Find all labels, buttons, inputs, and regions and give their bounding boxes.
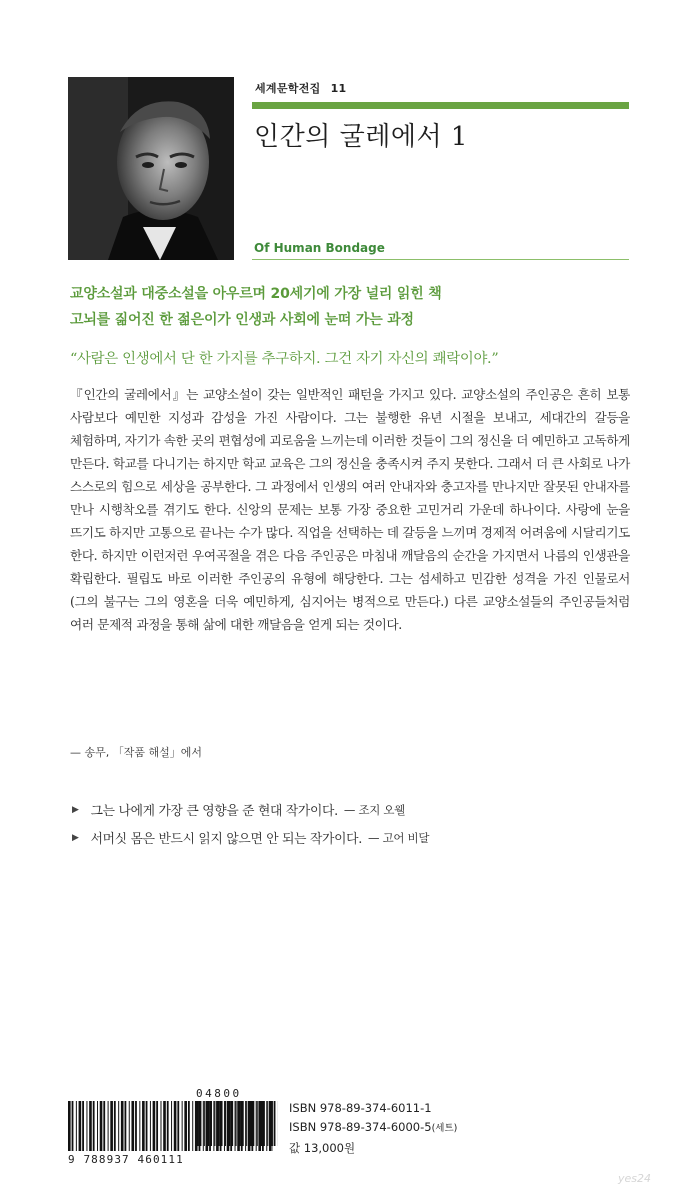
book-subtitle: Of Human Bondage — [254, 241, 385, 255]
barcode-addon-digits: 04800 — [196, 1087, 242, 1100]
isbn-line-1 — [289, 1101, 432, 1115]
body-text: 『인간의 굴레에서』는 교양소설이 갖는 일반적인 패턴을 가지고 있다. 교양소설의 주인공은 흔히 보통 사람보다 예민한 지성과 감성을 가진 사람이다. 그는 불행한 유년 시절을 보내고, 세대간의 갈등을 체험하며, 자기가 속한 곳의 편협성에 괴로움을 느끼는데 이러한 것들이 그의 정신을 더 예민하고 고독하게 만든다. 학교를 다니기는 하지만 학교 교육은 그의 정신을 충족시켜 주지 못한다. 그래서 더 큰 사회로 나가 스스로의 힘으로 세상을 공부한다. 그 과정에서 인생의 여러 안내자와 충고자를 만나지만 잘못된 안내자를 만나 시행착오를 겪기도 한다. 신앙의 문제는 보통 가장 중요한 고민거리 가운데 하나이다. 사랑에 눈을 뜨기도 하지만 고통으로 끝나는 수가 많다. 직업을 선택하는 데 갈등을 느끼며 경제적 어려움에 시달리기도 한다. 하지만 이런저런 우여곡절을 겪은 다음 주인공은 마침내 깨달음의 순간을 가지면서 나름의 인생관을 확립한다. 필립도 바로 이러한 주인공의 유형에 해당한다. 그는 섬세하고 민감한 성격을 가진 인물로서 (그의 불구는 그의 영혼을 더욱 예민하게, 심지어는 병적으로 만든다.) 다른 교양소설들의 주인공들처럼 여러 문제적 과정을 통해 삶에 대한 깨달음을 얻게 되는 것이다. — [70, 387, 630, 632]
praise-author: — 조지 오웰 — [343, 802, 406, 817]
praise-author: — 고어 비달 — [368, 830, 430, 845]
price: 값 13,000원 — [289, 1141, 356, 1155]
tagline-1: 교양소설과 대중소설을 아우르며 20세기에 가장 널리 읽힌 책 — [70, 286, 442, 302]
tagline-2: 고뇌를 짊어진 한 젊은이가 인생과 사회에 눈떠 가는 과정 — [70, 312, 414, 328]
author-portrait-image — [68, 77, 234, 260]
praise-text: 서머싯 몸은 반드시 읽지 않으면 안 되는 작가이다. — [90, 832, 363, 847]
isbn-label: ISBN — [289, 1120, 317, 1134]
addon-barcode-icon — [196, 1101, 278, 1146]
subtitle-rule — [252, 259, 629, 260]
series-number: 11 — [330, 82, 347, 95]
triangle-bullet-icon: ▶ — [72, 804, 79, 815]
triangle-bullet-icon: ▶ — [72, 832, 79, 843]
pull-quote: “사람은 인생에서 단 한 가지를 추구하지. 그건 자기 자신의 쾌락이야.” — [70, 351, 499, 367]
series-name: 세계문학전집 — [255, 82, 321, 95]
isbn-value: 978-89-374-6000-5 — [319, 1120, 432, 1134]
barcode-digits: 9 788937 460111 — [68, 1153, 184, 1166]
isbn-label: ISBN — [289, 1101, 317, 1115]
praise-item — [72, 800, 405, 819]
author-photo — [68, 77, 234, 260]
praise-item — [72, 828, 429, 847]
book-title: 인간의 굴레에서 1 — [254, 122, 468, 152]
isbn-note: (세트) — [431, 1123, 458, 1134]
green-divider-bar — [252, 102, 629, 109]
body-credit: — 송무, 「작품 해설」에서 — [70, 746, 202, 759]
watermark-logo: yes24 — [618, 1172, 652, 1185]
isbn-line-2 — [289, 1120, 457, 1134]
praise-text: 그는 나에게 가장 큰 영향을 준 현대 작가이다. — [90, 804, 338, 819]
isbn-value: 978-89-374-6011-1 — [319, 1101, 432, 1115]
series-label — [255, 80, 346, 96]
